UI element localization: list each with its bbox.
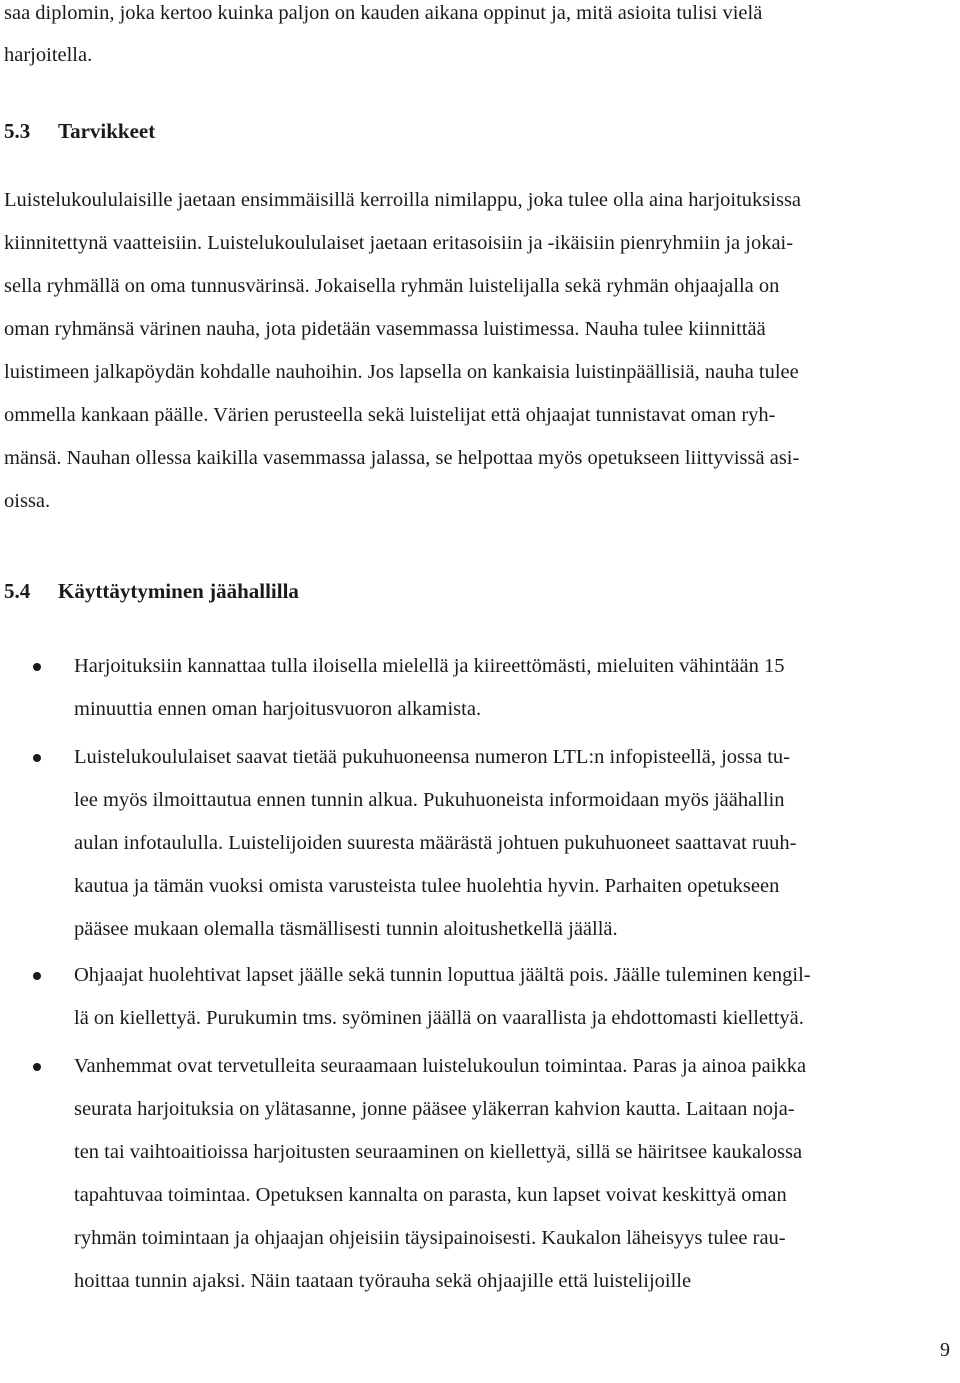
- bullet-line: Harjoituksiin kannattaa tulla iloisella mielellä ja kiireettömästi, mieluiten vähintään 15: [74, 655, 785, 677]
- bullet-line: aulan infotaululla. Luistelijoiden suuresta määrästä johtuen pukuhuoneet saattavat ruuh-: [74, 832, 797, 854]
- page-number: 9: [940, 1339, 950, 1361]
- section-number: 5.3: [4, 119, 31, 143]
- intro-line: saa diplomin, joka kertoo kuinka paljon on kauden aikana oppinut ja, mitä asioita tulisi vielä: [4, 2, 763, 24]
- section-title: Käyttäytyminen jäähallilla: [58, 579, 299, 603]
- section-number: 5.4: [4, 579, 31, 603]
- section-title: Tarvikkeet: [58, 119, 156, 143]
- paragraph-line: kiinnitettynä vaatteisiin. Luistelukoululaiset jaetaan eritasoisiin ja -ikäisiin pienryhmiin ja jokai-: [4, 232, 794, 254]
- bullet-line: kautua ja tämän vuoksi omista varusteista tulee huolehtia hyvin. Parhaiten opetukseen: [74, 875, 780, 897]
- bullet-line: lä on kiellettyä. Purukumin tms. syöminen jäällä on vaarallista ja ehdottomasti kiellettyä.: [74, 1007, 804, 1029]
- bullet-line: Luistelukoululaiset saavat tietää pukuhuoneensa numeron LTL:n infopisteellä, jossa tu-: [74, 746, 790, 768]
- bullet-line: tapahtuvaa toimintaa. Opetuksen kannalta on parasta, kun lapset voivat keskittyä oman: [74, 1184, 787, 1206]
- intro-line: harjoitella.: [4, 44, 93, 66]
- section-heading-5-4: [4, 581, 299, 602]
- bullet-line: hoittaa tunnin ajaksi. Näin taataan työrauha sekä ohjaajille että luistelijoille: [74, 1270, 692, 1292]
- bullet-line: minuuttia ennen oman harjoitusvuoron alkamista.: [74, 698, 482, 720]
- bullet-line: pääsee mukaan olemalla täsmällisesti tunnin aloitushetkellä jäällä.: [74, 918, 618, 940]
- paragraph-line: oissa.: [4, 490, 51, 512]
- bullet-icon: [33, 663, 41, 671]
- bullet-line: Ohjaajat huolehtivat lapset jäälle sekä tunnin loputtua jäältä pois. Jäälle tuleminen kengil-: [74, 964, 811, 986]
- paragraph-line: oman ryhmänsä värinen nauha, jota pidetään vasemmassa luistimessa. Nauha tulee kiinnittää: [4, 318, 766, 340]
- bullet-line: ryhmän toimintaan ja ohjaajan ohjeisiin täysipainoisesti. Kaukalon läheisyys tulee rau-: [74, 1227, 786, 1249]
- bullet-line: ten tai vaihtoaitioissa harjoitusten seuraaminen on kiellettyä, sillä se häiritsee kaukalossa: [74, 1141, 803, 1163]
- bullet-line: Vanhemmat ovat tervetulleita seuraamaan luistelukoulun toimintaa. Paras ja ainoa paikka: [74, 1055, 807, 1077]
- paragraph-line: mänsä. Nauhan ollessa kaikilla vasemmassa jalassa, se helpottaa myös opetukseen liittyvissä asi-: [4, 447, 800, 469]
- bullet-line: seurata harjoituksia on ylätasanne, jonne pääsee yläkerran kahvion kautta. Laitaan noja-: [74, 1098, 795, 1120]
- bullet-icon: [33, 1063, 41, 1071]
- bullet-icon: [33, 972, 41, 980]
- paragraph-line: ommella kankaan päälle. Värien perusteella sekä luistelijat että ohjaajat tunnistavat oman ryh-: [4, 404, 776, 426]
- paragraph-line: sella ryhmällä on oma tunnusvärinsä. Jokaisella ryhmän luistelijalla sekä ryhmän ohjaajalla on: [4, 275, 780, 297]
- bullet-icon: [33, 754, 41, 762]
- bullet-line: lee myös ilmoittautua ennen tunnin alkua. Pukuhuoneista informoidaan myös jäähallin: [74, 789, 785, 811]
- paragraph-line: luistimeen jalkapöydän kohdalle nauhoihin. Jos lapsella on kankaisia luistinpäällisiä, nauha tulee: [4, 361, 799, 383]
- section-heading-5-3: [4, 121, 155, 142]
- paragraph-line: Luistelukoululaisille jaetaan ensimmäisillä kerroilla nimilappu, joka tulee olla aina harjoituksissa: [4, 189, 802, 211]
